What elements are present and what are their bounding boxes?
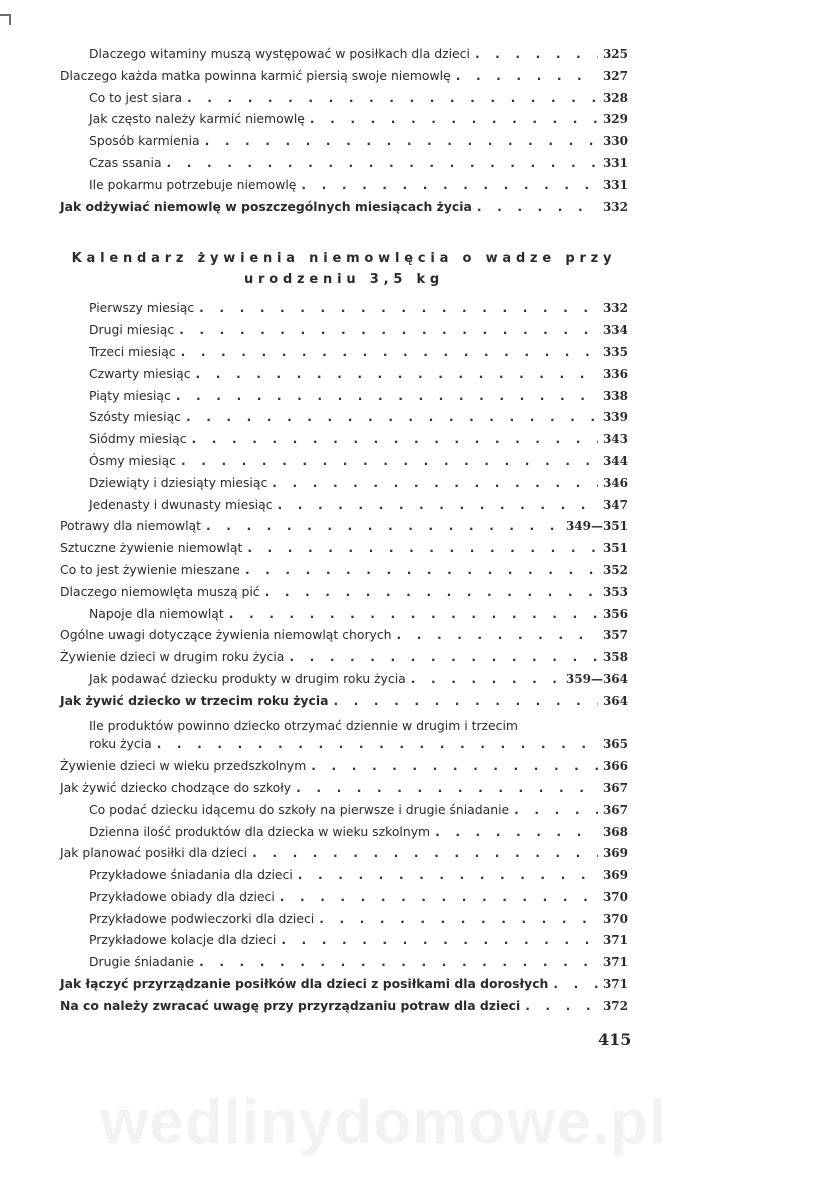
toc-bottom-group <box>60 758 628 1020</box>
toc-entry <box>60 584 628 606</box>
toc-months-group <box>60 300 628 714</box>
toc-entry <box>60 300 628 322</box>
dot-leader <box>186 409 598 424</box>
toc-entry <box>60 976 628 998</box>
dot-leader <box>179 322 598 337</box>
toc-entry-label: Trzeci miesiąc <box>89 343 176 359</box>
toc-entry <box>60 366 628 388</box>
toc-entry <box>60 199 628 221</box>
toc-entry-page: 347 <box>602 497 628 512</box>
toc-entry-page: 349—351 <box>565 519 628 534</box>
toc-entry <box>60 540 628 562</box>
toc-entry-page: 328 <box>602 90 628 105</box>
toc-entry-page: 352 <box>602 562 628 577</box>
toc-entry <box>60 344 628 366</box>
toc-entry-page: 366 <box>602 759 628 774</box>
toc-entry-page: 346 <box>602 475 628 490</box>
toc-entry-page: 343 <box>602 432 628 447</box>
dot-leader <box>397 627 598 642</box>
toc-entry-page: 339 <box>602 410 628 425</box>
toc-entry-label: Jak podawać dziecku produkty w drugim roku życia <box>89 670 406 686</box>
toc-entry <box>60 998 628 1020</box>
toc-entry-label: Sposób karmienia <box>89 133 200 149</box>
toc-entry-page: 370 <box>602 911 628 926</box>
toc-entry-label: Na co należy zwracać uwagę przy przyrządzaniu potraw dla dzieci <box>60 997 521 1013</box>
dot-leader <box>301 177 598 192</box>
dot-leader <box>296 780 598 795</box>
dot-leader <box>199 300 598 315</box>
toc-entry-page: 325 <box>602 47 628 61</box>
toc-entry-page: 357 <box>602 628 628 643</box>
dot-leader <box>252 845 598 860</box>
toc-entry-label: Jak żywić dziecko w trzecim roku życia <box>60 692 329 708</box>
dot-leader <box>187 90 598 105</box>
toc-entry-label: Dzienna ilość produktów dla dziecka w wieku szkolnym <box>89 823 431 839</box>
toc-entry <box>60 90 628 112</box>
toc-entry-page: 353 <box>602 584 628 599</box>
toc-entry <box>60 627 628 649</box>
toc-entry-page: 358 <box>602 650 628 665</box>
dot-leader <box>181 344 598 359</box>
toc-entry <box>60 932 628 954</box>
dot-leader <box>311 758 598 773</box>
toc-entry-page: 331 <box>602 155 628 170</box>
dot-leader <box>456 68 598 83</box>
section-title-line1: Kalendarz żywienia niemowlęcia o wadze przy <box>71 251 617 267</box>
toc-entry <box>60 322 628 344</box>
toc-entry <box>60 111 628 133</box>
toc-entry-label: Potrawy dla niemowląt <box>60 518 201 534</box>
dot-leader <box>199 954 598 969</box>
toc-entry <box>60 388 628 410</box>
toc-entry <box>60 431 628 453</box>
toc-entry-label: Pierwszy miesiąc <box>89 300 195 316</box>
toc-entry-label: Przykładowe śniadania dla dzieci <box>89 867 293 883</box>
dot-leader <box>206 518 561 533</box>
page-number: 415 <box>598 1030 632 1049</box>
toc-entry <box>60 889 628 911</box>
toc-entry-page: 335 <box>602 344 628 359</box>
toc-entry-page: 359—364 <box>565 671 628 686</box>
toc-entry-page: 372 <box>602 998 628 1013</box>
toc-entry-wrapped-line1: Ile produktów powinno dziecko otrzymać dziennie w drugim i trzecim <box>89 717 518 733</box>
dot-leader <box>289 649 598 664</box>
toc-entry-page: 327 <box>602 68 628 83</box>
toc-entry <box>60 46 628 68</box>
toc-entry-page: 370 <box>602 889 628 904</box>
dot-leader <box>525 998 598 1013</box>
toc-entry <box>60 155 628 177</box>
dot-leader <box>475 46 598 61</box>
toc-entry-label: Dziewiąty i dziesiąty miesiąc <box>89 474 268 490</box>
toc-entry-label: Jak planować posiłki dla dzieci <box>60 845 248 861</box>
toc-entry <box>60 693 628 715</box>
toc-entry <box>60 780 628 802</box>
toc-entry-page: 331 <box>602 177 628 192</box>
toc-entry-page: 338 <box>602 388 628 403</box>
dot-leader <box>196 366 598 381</box>
dot-leader <box>247 540 598 555</box>
toc-entry-page: 367 <box>602 802 628 817</box>
toc-entry-label: Jak żywić dziecko chodzące do szkoły <box>60 779 292 795</box>
toc-entry-label: Ósmy miesiąc <box>89 452 176 468</box>
toc-entry-label: Dlaczego niemowlęta muszą pić <box>60 583 260 599</box>
dot-leader <box>205 133 598 148</box>
toc-entry-label: Czwarty miesiąc <box>89 365 191 381</box>
toc-entry-page: 371 <box>602 933 628 948</box>
dot-leader <box>319 911 598 926</box>
toc-entry-page: 368 <box>602 824 628 839</box>
toc-entry-page: 371 <box>602 977 628 992</box>
toc-entry-page: 364 <box>602 693 628 708</box>
toc-entry-page: 367 <box>602 780 628 795</box>
toc-entry-label: Drugie śniadanie <box>89 954 195 970</box>
toc-entry-page: 334 <box>602 323 628 338</box>
section-title-line2: urodzeniu 3,5 kg <box>243 272 445 288</box>
toc-entry-label: Jak łączyć przyrządzanie posiłków dla dzieci z posiłkami dla dorosłych <box>60 976 549 992</box>
dot-leader <box>192 431 598 446</box>
dot-leader <box>333 693 597 708</box>
toc-entry <box>60 845 628 867</box>
toc-entry-page: 371 <box>602 955 628 970</box>
toc-entry-label: roku życia <box>89 736 152 752</box>
dot-leader <box>245 562 598 577</box>
toc-entry-label: Napoje dla niemowląt <box>89 605 224 621</box>
toc-entry-wrapped-line2-row <box>89 736 628 758</box>
toc-entry-label: Co to jest żywienie mieszane <box>60 561 240 577</box>
dot-leader <box>278 497 598 512</box>
toc-entry-label: Dlaczego każda matka powinna karmić piersią swoje niemowlę <box>60 67 451 83</box>
toc-entry-label: Co podać dziecku idącemu do szkoły na pierwsze i drugie śniadanie <box>89 801 510 817</box>
toc-entry-label: Ile pokarmu potrzebuje niemowlę <box>89 176 297 192</box>
dot-leader <box>181 453 598 468</box>
toc-entry-label: Przykładowe obiady dla dzieci <box>89 888 275 904</box>
toc-entry <box>60 671 628 693</box>
toc-top-group <box>60 46 628 220</box>
dot-leader <box>477 199 598 214</box>
toc-entry-label: Żywienie dzieci w drugim roku życia <box>60 649 285 665</box>
dot-leader <box>514 802 598 817</box>
toc-entry <box>60 649 628 671</box>
toc-entry <box>60 867 628 889</box>
toc-entry-page: 332 <box>602 301 628 316</box>
toc-entry-label: Jak odżywiać niemowlę w poszczególnych miesiącach życia <box>60 198 472 214</box>
toc-entry-label: Jedenasty i dwunasty miesiąc <box>89 496 273 512</box>
toc-entry <box>60 562 628 584</box>
corner-scan-mark <box>0 14 11 25</box>
toc-entry-label: Siódmy miesiąc <box>89 431 187 447</box>
watermark: wedlinydomowe.pl <box>100 1088 668 1157</box>
toc-entry <box>60 758 628 780</box>
toc-entry <box>60 911 628 933</box>
dot-leader <box>157 736 598 751</box>
toc-entry <box>60 606 628 628</box>
toc-entry <box>60 518 628 540</box>
toc-entry-label: Ogólne uwagi dotyczące żywienia niemowląt chorych <box>60 627 392 643</box>
toc-entry-label: Przykładowe kolacje dla dzieci <box>89 932 277 948</box>
section-title <box>60 248 628 290</box>
dot-leader <box>229 606 598 621</box>
toc-entry-page: 330 <box>602 134 628 149</box>
toc-entry <box>60 475 628 497</box>
toc-entry-label: Drugi miesiąc <box>89 322 175 338</box>
toc-entry <box>60 824 628 846</box>
dot-leader <box>411 671 561 686</box>
toc-entry <box>60 453 628 475</box>
toc-entry-page: 369 <box>602 868 628 883</box>
toc-entry-page: 336 <box>602 366 628 381</box>
dot-leader <box>281 932 598 947</box>
dot-leader <box>167 155 598 170</box>
dot-leader <box>310 111 598 126</box>
dot-leader <box>272 475 598 490</box>
toc-entry-label: Żywienie dzieci w wieku przedszkolnym <box>60 758 307 774</box>
toc-entry <box>60 177 628 199</box>
toc-entry <box>60 409 628 431</box>
dot-leader <box>176 388 598 403</box>
toc-entry <box>60 133 628 155</box>
toc-entry-label: Sztuczne żywienie niemowląt <box>60 540 243 556</box>
toc-entry-page: 332 <box>602 199 628 214</box>
toc-entry-label: Co to jest siara <box>89 89 183 105</box>
dot-leader <box>435 824 598 839</box>
toc-entry-label: Czas ssania <box>89 154 162 170</box>
toc-entry-page: 356 <box>602 606 628 621</box>
toc-entry-page: 365 <box>602 737 628 752</box>
toc-entry <box>60 68 628 90</box>
toc-entry-page: 369 <box>602 846 628 861</box>
toc-entry-page: 329 <box>602 112 628 127</box>
toc-entry-label: Jak często należy karmić niemowlę <box>89 111 305 127</box>
toc-entry-wrapped <box>60 715 628 759</box>
toc-entry <box>60 497 628 519</box>
table-of-contents <box>60 46 628 1020</box>
toc-entry <box>60 954 628 976</box>
dot-leader <box>265 584 598 599</box>
toc-entry <box>60 802 628 824</box>
toc-entry-label: Przykładowe podwieczorki dla dzieci <box>89 910 315 926</box>
toc-entry-label: Szósty miesiąc <box>89 409 181 425</box>
toc-entry-label: Dlaczego witaminy muszą występować w posiłkach dla dzieci <box>89 46 470 61</box>
dot-leader <box>280 889 598 904</box>
toc-entry-label: Piąty miesiąc <box>89 387 171 403</box>
dot-leader <box>553 976 598 991</box>
dot-leader <box>298 867 598 882</box>
toc-entry-page: 344 <box>602 453 628 468</box>
toc-entry-page: 351 <box>602 541 628 556</box>
